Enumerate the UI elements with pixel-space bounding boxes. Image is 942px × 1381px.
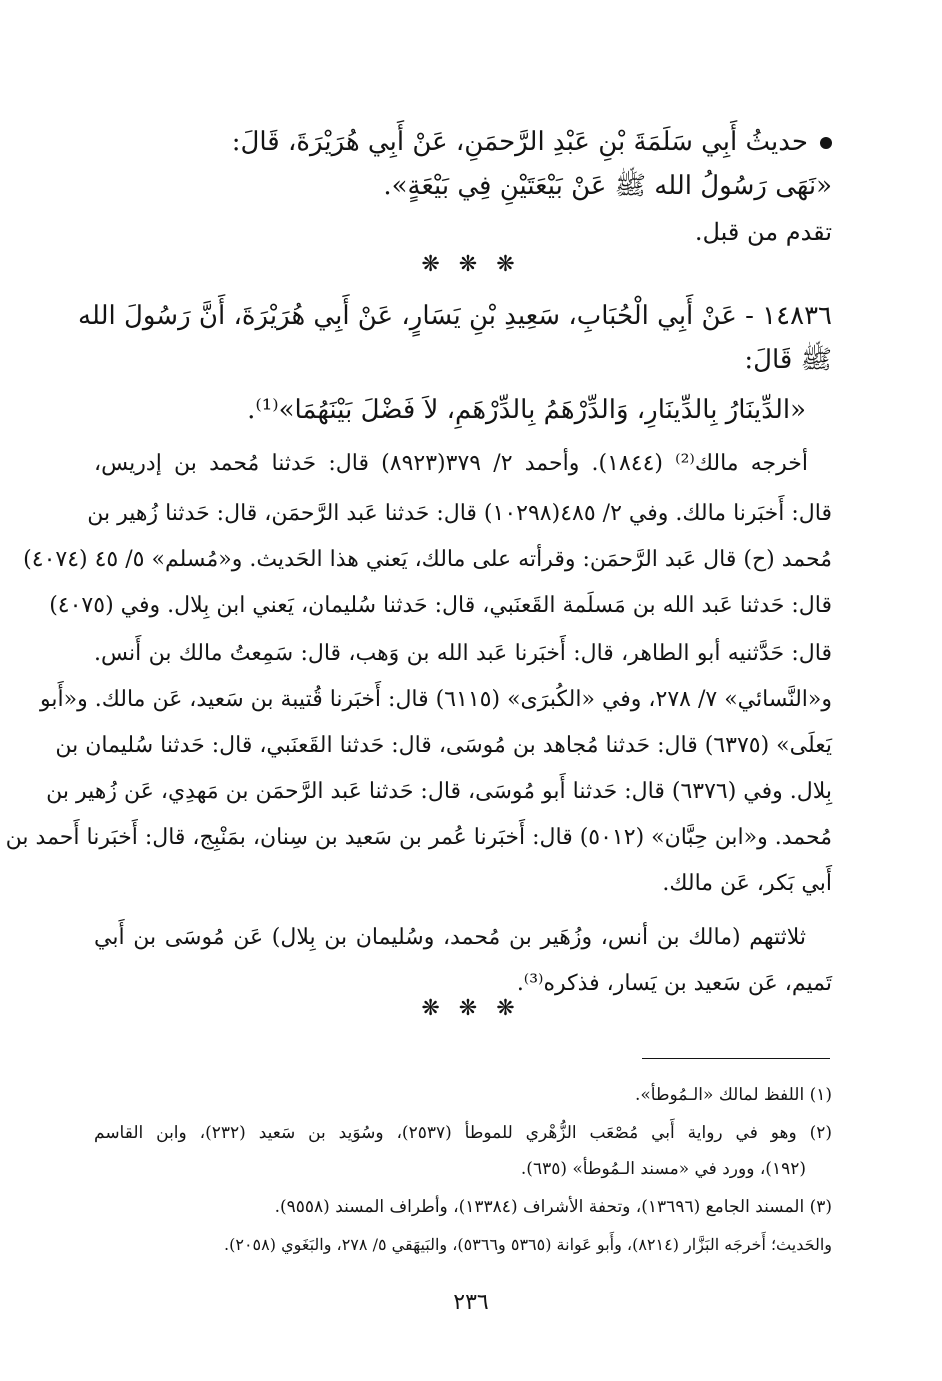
hadith-isnad-line: ﷺ قَالَ: [744, 345, 832, 375]
takhrij-line: قال: حَدَّثنيه أبو الطاهر، قال: أَخبَرنا عَبد الله بن وَهب، قال: سَمِعتُ مالك بن أَنس. [94, 641, 832, 666]
takhrij-line: أَبي بَكر، عَن مالك. [662, 871, 832, 896]
takhrij-line: قال: أَخبَرنا مالك. وفي ٢/ ٤٨٥(١٠٢٩٨) قال: حَدثنا عَبد الرَّحمَن، قال: حَدثنا زُهير بن [87, 501, 832, 526]
summary-line: ثلاثتهم (مالك بن أنس، وزُهَير بن مُحمد، وسُليمان بن بِلال) عَن مُوسَى بن أَبي [94, 925, 806, 950]
footnote-divider [642, 1058, 830, 1059]
takhrij-line: قال: حَدثنا عَبد الله بن مَسلَمة القَعنَبي، قال: حَدثنا سُليمان، يَعني ابن بِلال. وفي (٤٠٧٥) [49, 593, 832, 618]
footnote-3: (٣) المسند الجامع (١٣٦٩٦)، وتحفة الأشراف (١٣٣٨٤)، وأطراف المسند (٩٥٥٨). [274, 1197, 832, 1217]
footnote-2: (٢) وهو في رواية أَبي مُصْعَب الزُّهْري للموطأ (٢٥٣٧)، وسُوَيد بن سَعيد (٢٣٢)، وابن القاسم [94, 1123, 832, 1143]
hadith-heading-text: حديثُ أَبِي سَلَمَةَ بْنِ عَبْدِ الرَّحمَنِ، عَنْ أَبِي هُرَيْرَةَ، قَالَ: [231, 127, 808, 157]
hadith-heading-line [232, 122, 832, 162]
takhrij-line: أخرجه مالك⁽²⁾ (١٨٤٤). وأحمد ٢/ ٣٧٩(٨٩٢٣) قال: حَدثنا مُحمد بن إدريس، [94, 451, 809, 476]
hadith-isnad-line: ١٤٨٣٦ - عَنْ أَبِي الْحُبَابِ، سَعِيدِ بْنِ يَسَارٍ، عَنْ أَبِي هُرَيْرَةَ، أَنَّ رَسُولَ الله [78, 301, 832, 331]
takhrij-line: مُحمد. و«ابن حِبَّان» (٥٠١٢) قال: أَخبَرنا عُمر بن سَعيد بن سِنان، بمَنْبِج، قال: أَخبَرنا أَحمد بن [5, 825, 832, 850]
section-separator: ❋ ❋ ❋ [421, 252, 521, 277]
hadith-matn: «الدِّينَارُ بِالدِّينَارِ، وَالدِّرْهَمُ بِالدِّرْهَمِ، لاَ فَضْلَ بَيْنَهُمَا»⁽¹⁾. [247, 395, 806, 425]
takhrij-line: و«النَّسائي» ٧/ ٢٧٨، وفي «الكُبرَى» (٦١١٥) قال: أَخبَرنا قُتيبة بن سَعيد، عَن مالك. و«أَبو [40, 687, 832, 712]
footnote-3-cont: والحَديث؛ أَخرجَه البَزَّار (٨٢١٤)، وأَبو عَوانة (٥٣٦٥ و٥٣٦٦)، والبَيهَقي ٥/ ٢٧٨، والبَغَوي (٢٠٥٨). [224, 1235, 832, 1254]
hadith-text-line: «نَهَى رَسُولُ الله ﷺ عَنْ بَيْعَتَيْنِ فِي بَيْعَةٍ». [383, 171, 832, 201]
section-separator: ❋ ❋ ❋ [421, 996, 521, 1021]
bullet-icon [820, 137, 832, 149]
summary-line: تَميم، عَن سَعيد بن يَسار، فذكره⁽³⁾. [516, 971, 832, 996]
takhrij-line: مُحمد (ح) قال عَبد الرَّحمَن: وقرأته على مالك، يَعني هذا الحَديث. و«مُسلم» ٥/ ٤٥ (٤٠٧٤) [23, 547, 832, 572]
takhrij-line: بِلال. وفي (٦٣٧٦) قال: حَدثنا أَبو مُوسَى، قال: حَدثنا عَبد الرَّحمَن بن مَهدِي، عَن زُهير بن [46, 779, 832, 804]
footnote-2-cont: (١٩٢)، وورد في «مسند الـمُوطأ» (٦٣٥). [520, 1159, 806, 1179]
reference-note: تقدم من قبل. [694, 218, 832, 246]
footnote-1: (١) اللفظ لمالك «الـمُوطأ». [635, 1085, 832, 1105]
page-number: ٢٣٦ [453, 1290, 489, 1315]
takhrij-line: يَعلَى» (٦٣٧٥) قال: حَدثنا مُجاهد بن مُوسَى، قال: حَدثنا القَعنَبي، قال: حَدثنا سُليمان بن [55, 733, 832, 758]
